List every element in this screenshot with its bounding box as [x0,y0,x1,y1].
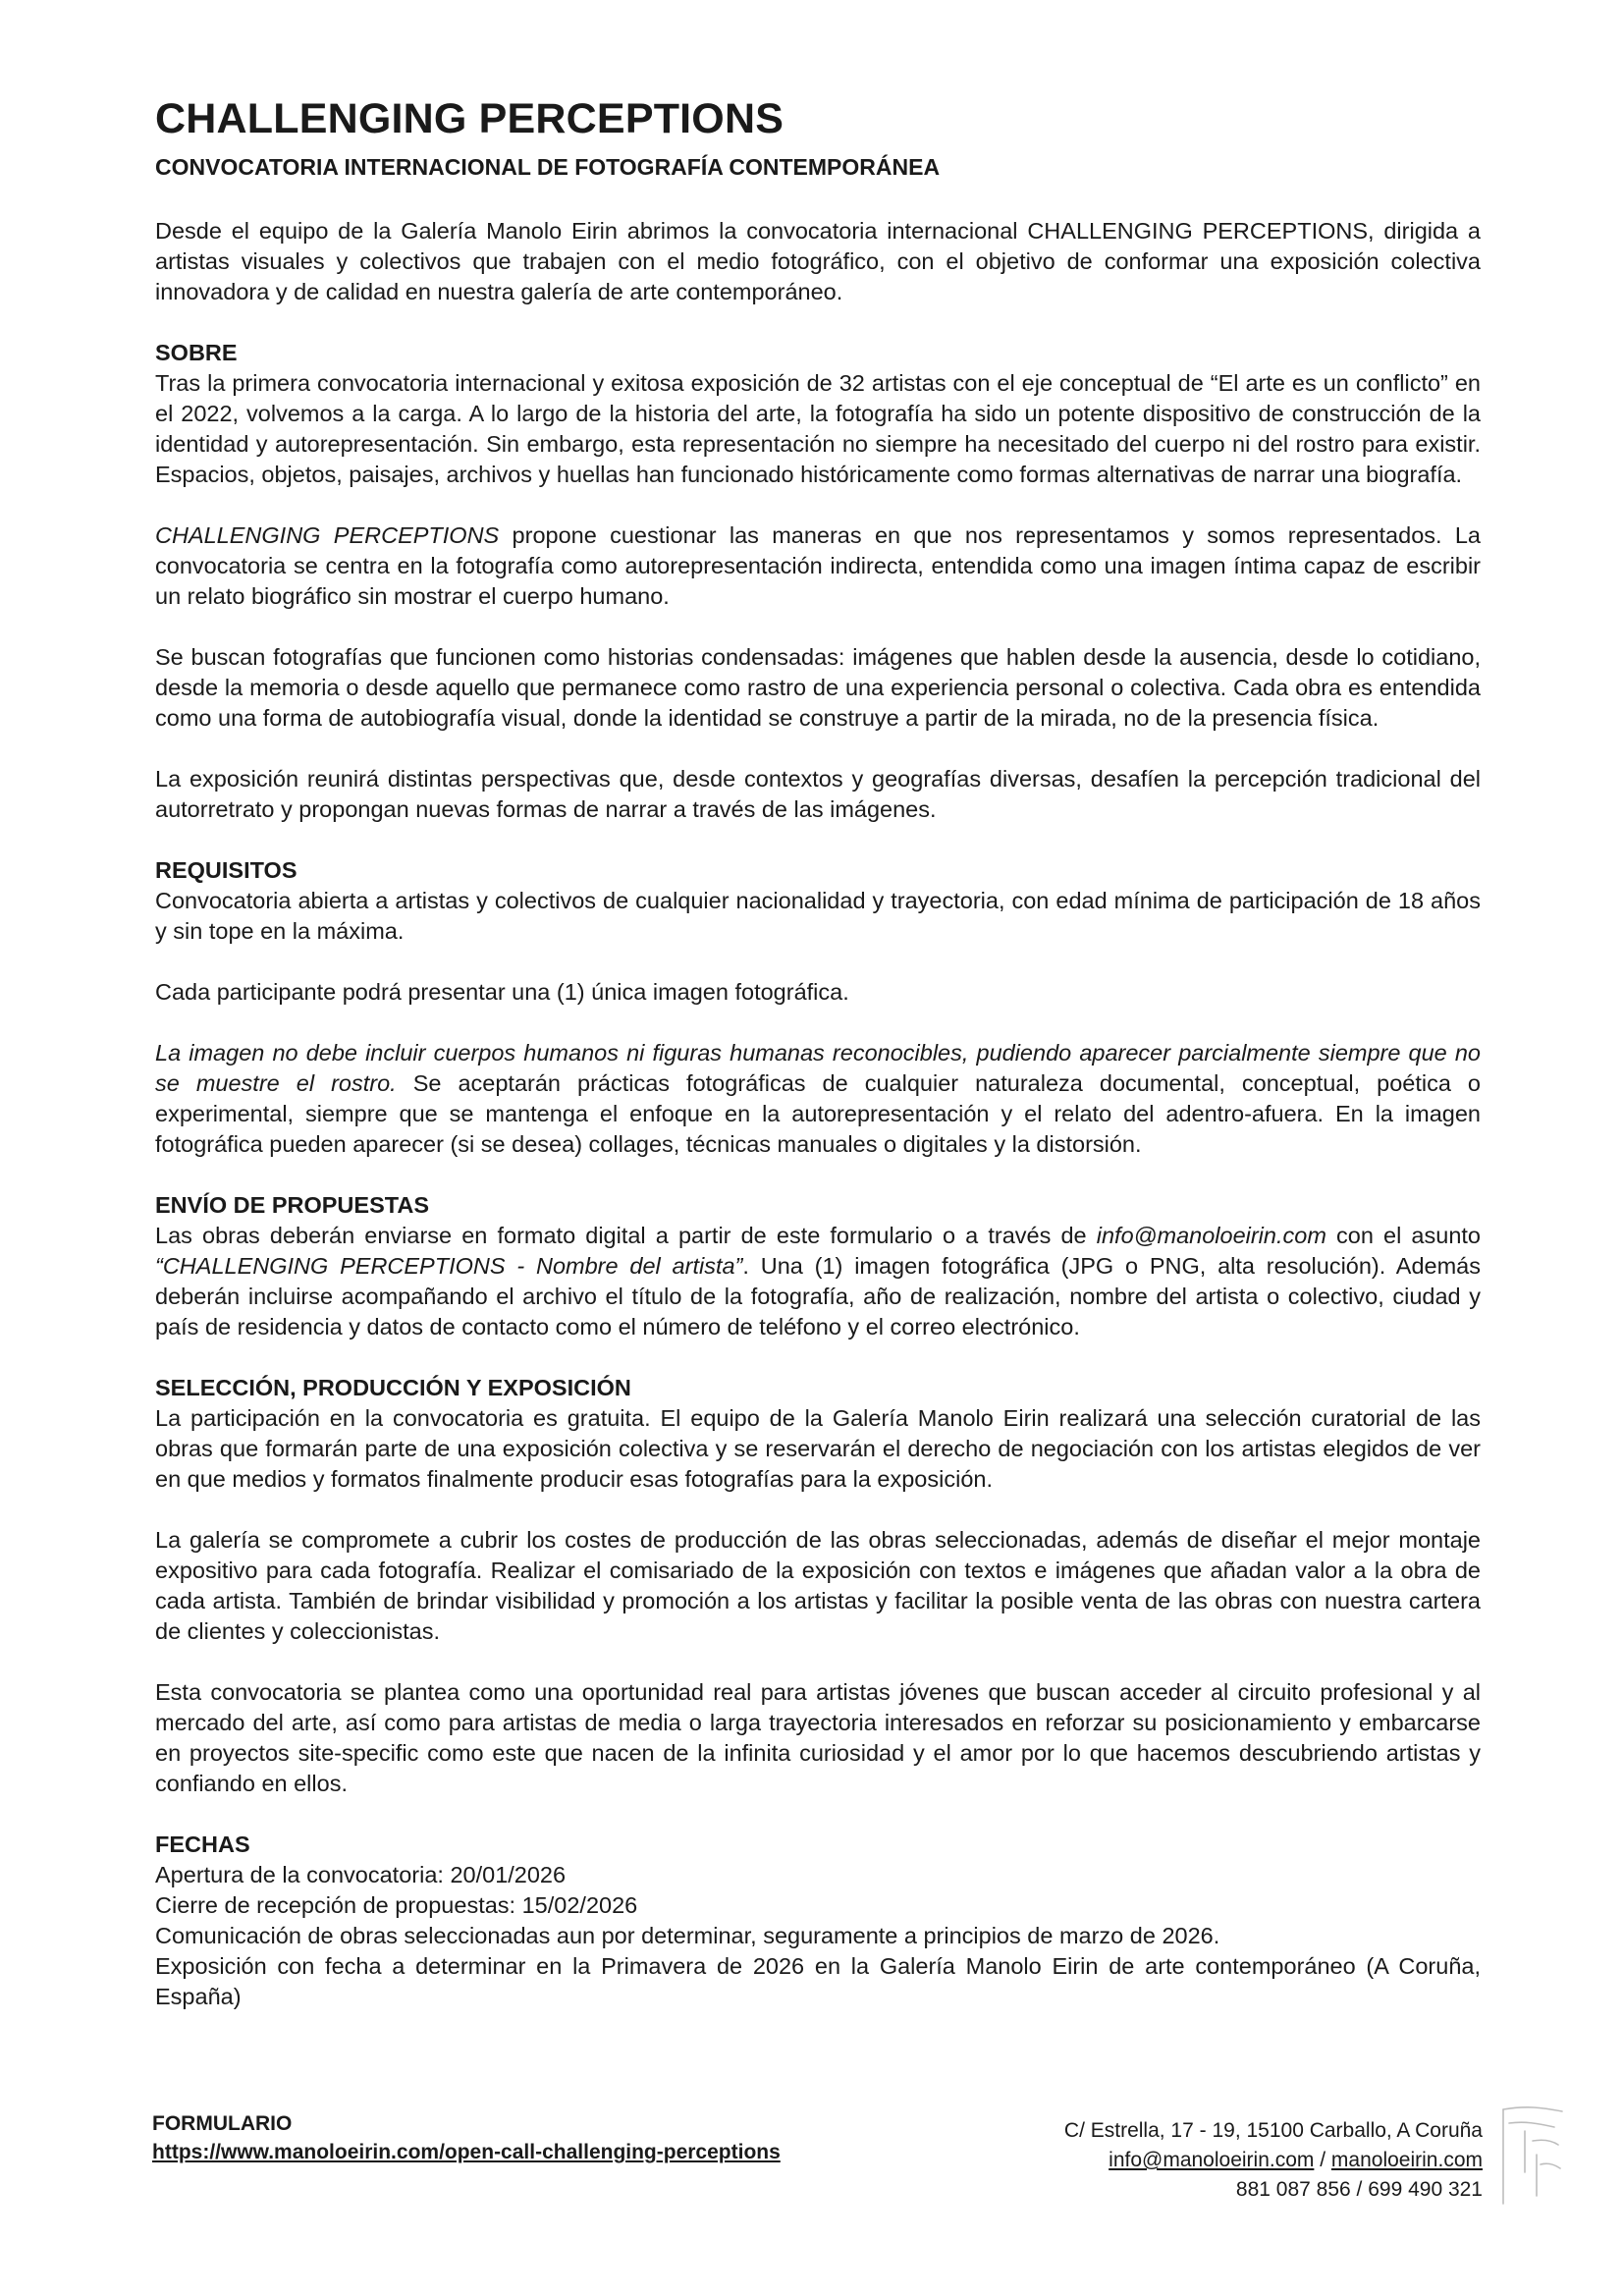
intro-paragraph: Desde el equipo de la Galería Manolo Eirin abrimos la convocatoria internacional CHALLENGING PERCEPTIONS, dirigida a artistas visuales y colectivos que trabajen con el medio fotográfico, con el objetivo de conformar una exposición colectiva innovadora y de calidad en nuestra galería de arte contemporáneo. [155,218,1481,304]
requisitos-paragraph-3 [155,1038,1481,1160]
requisitos-paragraph-2: Cada participante podrá presentar una (1) única imagen fotográfica. [155,979,849,1005]
envio-paragraph [155,1221,1481,1342]
phone-numbers: 881 087 856 / 699 490 321 [1235,2178,1483,2201]
section-seleccion [155,1373,1481,1495]
seleccion-paragraph-2: La galería se compromete a cubrir los costes de producción de las obras seleccionadas, además de diseñar el mejor montaje expositivo para cada fotografía. Realizar el comisariado de la exposición con textos e imágenes que añadan valor a la obra de cada artista. También de brindar visibilidad y promoción a los artistas y facilitar la posible venta de las obras con nuestra cartera de clientes y coleccionistas. [155,1527,1481,1644]
document-page [155,90,1481,2012]
fecha-comunicacion: Comunicación de obras seleccionadas aun por determinar, seguramente a principios de marzo de 2026. [155,1923,1220,1948]
seleccion-paragraph-1: La participación en la convocatoria es gratuita. El equipo de la Galería Manolo Eirin realizará una selección curatorial de las obras que formarán parte de una exposición colectiva y se reservarán el derecho de negociación con los artistas elegidos de ver en que medios y formatos finalmente producir esas fotografías para la exposición. [155,1405,1481,1492]
section-heading-requisitos: REQUISITOS [155,857,298,883]
section-sobre [155,338,1481,490]
fecha-exposicion: Exposición con fecha a determinar en la Primavera de 2026 en la Galería Manolo Eirin de arte contemporáneo (A Coruña, España) [155,1953,1481,2009]
section-fechas [155,1830,1481,2012]
section-heading-envio: ENVÍO DE PROPUESTAS [155,1192,430,1218]
footer-form [152,2109,781,2166]
sobre-paragraph-2-text: propone cuestionar las maneras en que nos representamos y somos representados. La convocatoria se centra en la fotografía como autorepresentación indirecta, entendida como una imagen íntima capaz de escribir un relato biográfico sin mostrar el cuerpo humano. [155,522,1482,609]
section-heading-fechas: FECHAS [155,1831,250,1857]
envio-subject: “CHALLENGING PERCEPTIONS - Nombre del artista” [155,1253,743,1279]
fecha-cierre: Cierre de recepción de propuestas: 15/02/2026 [155,1892,638,1918]
contact-separator: / [1314,2149,1331,2171]
seleccion-paragraph-3: Esta convocatoria se plantea como una oportunidad real para artistas jóvenes que buscan acceder al circuito profesional y al mercado del arte, así como para artistas de media o larga trayectoria interesados en reforzar su posicionamiento y embarcarse en proyectos site-specific como este que nacen de la infinita curiosidad y el amor por lo que hacemos descubriendo artistas y confiando en ellos. [155,1679,1481,1796]
section-heading-seleccion: SELECCIÓN, PRODUCCIÓN Y EXPOSICIÓN [155,1375,631,1400]
sobre-paragraph-2-emphasis: CHALLENGING PERCEPTIONS [155,522,500,548]
contact-links [1064,2146,1483,2175]
requisitos-paragraph-3-emphasis: La imagen no debe incluir cuerpos humanos ni figuras humanas reconocibles, pudiendo aparecer parcialmente siempre que no se muestre el rostro. [155,1040,1481,1096]
gallery-logo-icon [1497,2102,1566,2210]
requisitos-paragraph-1: Convocatoria abierta a artistas y colectivos de cualquier nacionalidad y trayectoria, con edad mínima de participación de 18 años y sin tope en la máxima. [155,888,1481,944]
email-link[interactable]: info@manoloeirin.com [1109,2149,1315,2171]
address: C/ Estrella, 17 - 19, 15100 Carballo, A Coruña [1063,2119,1483,2142]
section-requisitos [155,855,1481,947]
form-label: FORMULARIO [152,2112,293,2135]
sobre-paragraph-2 [155,520,1481,612]
requisitos-paragraph-3-text: Se aceptarán prácticas fotográficas de cualquier naturaleza documental, conceptual, poética o experimental, siempre que se mantenga el enfoque en la autorepresentación y el relato del adentro-afuera. En la imagen fotográfica pueden aparecer (si se desea) collages, técnicas manuales o digitales y la distorsión. [155,1070,1482,1157]
page-title: CHALLENGING PERCEPTIONS [155,95,784,142]
section-envio [155,1190,1481,1342]
envio-text-3: . Una (1) imagen fotográfica (JPG o PNG, alta resolución). Además deberán incluirse acompañando el archivo el título de la fotografía, año de realización, nombre del artista o colectivo, ciudad y país de residencia y datos de contacto como el número de teléfono y el correo electrónico. [155,1253,1482,1339]
envio-email: info@manoloeirin.com [1096,1223,1326,1248]
sobre-paragraph-3: Se buscan fotografías que funcionen como historias condensadas: imágenes que hablen desde la ausencia, desde lo cotidiano, desde la memoria o desde aquello que permanece como rastro de una experiencia personal o colectiva. Cada obra es entendida como una forma de autobiografía visual, donde la identidad se construye a partir de la mirada, no de la presencia física. [155,644,1481,731]
section-heading-sobre: SOBRE [155,340,238,365]
document-body [155,216,1481,2012]
footer-contact [1064,2116,1483,2205]
fecha-apertura: Apertura de la convocatoria: 20/01/2026 [155,1862,567,1887]
sobre-paragraph-4: La exposición reunirá distintas perspectivas que, desde contextos y geografías diversas, desafíen la percepción tradicional del autorretrato y propongan nuevas formas de narrar a través de las imágenes. [155,766,1481,822]
form-link[interactable]: https://www.manoloeirin.com/open-call-challenging-perceptions [152,2141,781,2163]
envio-text-2: con el asunto [1325,1223,1481,1248]
sobre-paragraph-1: Tras la primera convocatoria internacional y exitosa exposición de 32 artistas con el eje conceptual de “El arte es un conflicto” en el 2022, volvemos a la carga. A lo largo de la historia del arte, la fotografía ha sido un potente dispositivo de construcción de la identidad y autorepresentación. Sin embargo, esta representación no siempre ha necesitado del cuerpo ni del rostro para existir. Espacios, objetos, paisajes, archivos y huellas han funcionado históricamente como formas alternativas de narrar una biografía. [155,370,1481,487]
page-subtitle: CONVOCATORIA INTERNACIONAL DE FOTOGRAFÍA CONTEMPORÁNEA [155,154,941,180]
website-link[interactable]: manoloeirin.com [1330,2149,1483,2171]
envio-text-1: Las obras deberán enviarse en formato digital a partir de este formulario o a través de [155,1223,1097,1248]
